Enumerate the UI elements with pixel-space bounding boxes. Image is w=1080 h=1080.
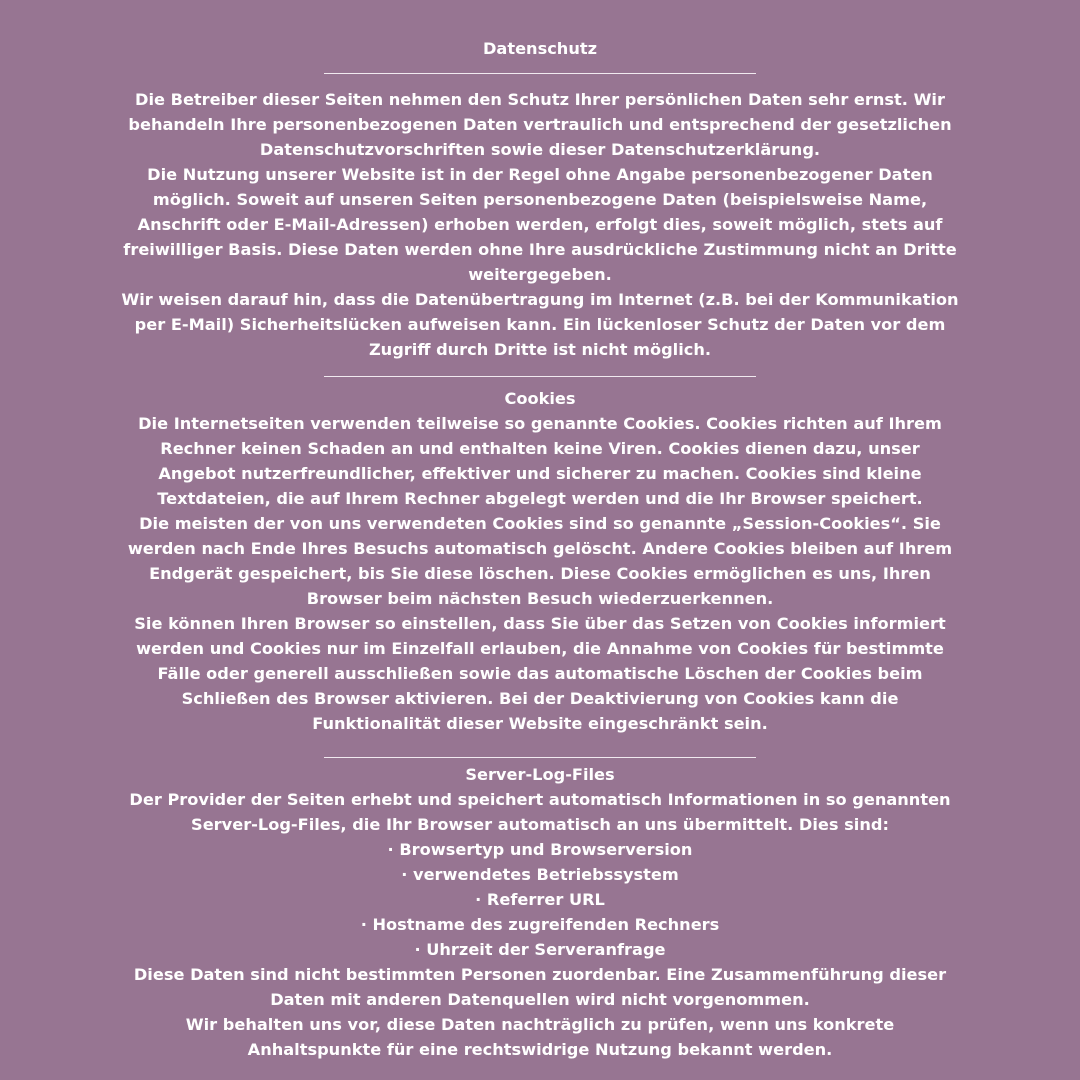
server-log-paragraph: Wir behalten uns vor, diese Daten nachträglich zu prüfen, wenn uns konkrete Anhaltspunkte für eine rechtswidrige Nutzung bekannt werden. (185, 1015, 895, 1059)
list-item: · Uhrzeit der Serveranfrage (414, 940, 666, 959)
server-log-intro: Der Provider der Seiten erhebt und speichert automatisch Informationen in so genannten Server-Log-Files, die Ihr Browser automatisch an uns übermittelt. Dies sind: (129, 790, 951, 834)
list-item: · verwendetes Betriebssystem (401, 865, 679, 884)
section-divider (324, 376, 756, 377)
datenschutz-heading: Datenschutz (482, 39, 598, 58)
datenschutz-paragraph: Wir weisen darauf hin, dass die Datenübertragung im Internet (z.B. bei der Kommunikation per E-Mail) Sicherheitslücken aufweisen kann. Ein lückenloser Schutz der Daten vor dem Zugriff durch Dritte ist nicht möglich. (121, 290, 959, 359)
datenschutz-paragraph: Die Nutzung unserer Website ist in der Regel ohne Angabe personenbezogener Daten möglich. Soweit auf unseren Seiten personenbezogene Daten (beispielsweise Name, Anschrift oder E-Mail-Adressen) erhoben werden, erfolgt dies, soweit möglich, stets auf freiwilliger Basis. Diese Daten werden ohne Ihre ausdrückliche Zustimmung nicht an Dritte weitergegeben. (123, 165, 957, 284)
datenschutz-divider (324, 73, 756, 74)
server-log-list (120, 837, 960, 962)
server-log-heading: Server-Log-Files (465, 765, 615, 784)
server-log-section (120, 762, 960, 1062)
list-item: · Referrer URL (475, 890, 605, 909)
cookies-paragraph: Sie können Ihren Browser so einstellen, dass Sie über das Setzen von Cookies informiert werden und Cookies nur im Einzelfall erlauben, die Annahme von Cookies für bestimmte Fälle oder generell ausschließen sowie das automatische Löschen der Cookies beim Schließen des Browser aktivieren. Bei der Deaktivierung von Cookies kann die Funktionalität dieser Website eingeschränkt sein. (134, 614, 946, 733)
cookies-section (120, 386, 960, 736)
cookies-heading: Cookies (504, 389, 576, 408)
policy-content (120, 36, 960, 1062)
server-log-paragraph: Diese Daten sind nicht bestimmten Personen zuordenbar. Eine Zusammenführung dieser Daten mit anderen Datenquellen wird nicht vorgenommen. (133, 965, 947, 1009)
cookies-paragraph: Die meisten der von uns verwendeten Cookies sind so genannte „Session-Cookies“. Sie werden nach Ende Ihres Besuchs automatisch gelöscht. Andere Cookies bleiben auf Ihrem Endgerät gespeichert, bis Sie diese löschen. Diese Cookies ermöglichen es uns, Ihren Browser beim nächsten Besuch wiederzuerkennen. (127, 514, 953, 608)
datenschutz-paragraph: Die Betreiber dieser Seiten nehmen den Schutz Ihrer persönlichen Daten sehr ernst. Wir behandeln Ihre personenbezogenen Daten vertraulich und entsprechend der gesetzlichen Datenschutzvorschriften sowie dieser Datenschutzerklärung. (128, 90, 952, 159)
section-divider (324, 757, 756, 758)
cookies-paragraph: Die Internetseiten verwenden teilweise so genannte Cookies. Cookies richten auf Ihrem Rechner keinen Schaden an und enthalten keine Viren. Cookies dienen dazu, unser Angebot nutzerfreundlicher, effektiver und sicherer zu machen. Cookies sind kleine Textdateien, die auf Ihrem Rechner abgelegt werden und die Ihr Browser speichert. (138, 414, 942, 508)
list-item: · Browsertyp und Browserversion (387, 840, 693, 859)
datenschutz-section (120, 36, 960, 362)
list-item: · Hostname des zugreifenden Rechners (360, 915, 720, 934)
